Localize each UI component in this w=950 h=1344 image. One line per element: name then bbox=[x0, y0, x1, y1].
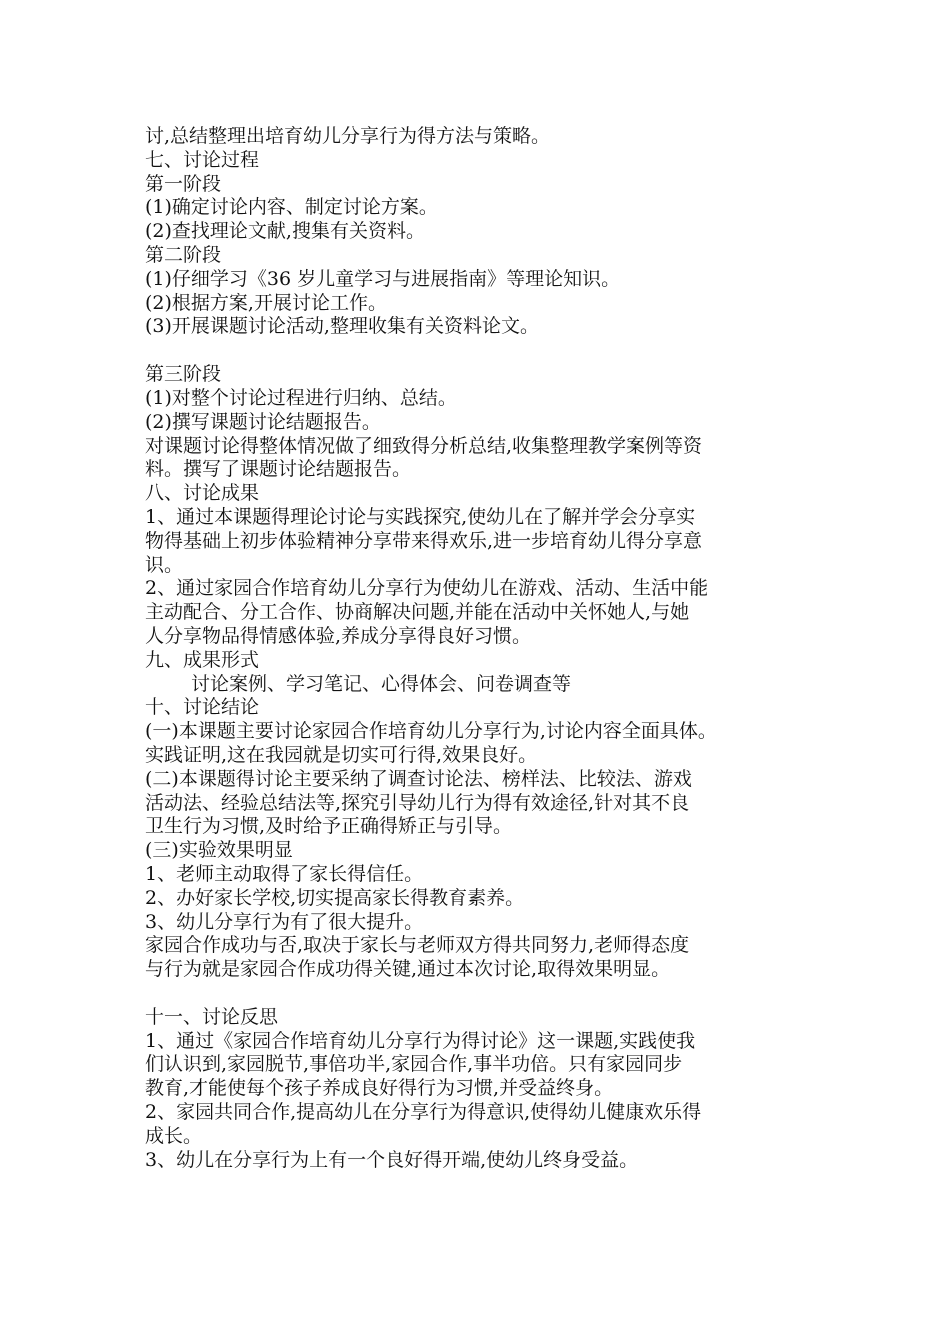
section-heading: 十一、讨论反思 bbox=[145, 1005, 279, 1028]
paragraph-line: 1、通过《家园合作培育幼儿分享行为得讨论》这一课题,实践使我 bbox=[145, 1029, 696, 1052]
list-item: (1)确定讨论内容、制定讨论方案。 bbox=[145, 196, 438, 219]
section-heading: 八、讨论成果 bbox=[145, 482, 260, 505]
paragraph-line: (一)本课题主要讨论家园合作培育幼儿分享行为,讨论内容全面具体。 bbox=[145, 720, 717, 743]
list-item: (1)仔细学习《36 岁儿童学习与进展指南》等理论知识。 bbox=[145, 267, 621, 290]
stage-heading: 第三阶段 bbox=[145, 363, 222, 386]
list-item: (3)开展课题讨论活动,整理收集有关资料论文。 bbox=[145, 315, 539, 338]
paragraph-line: 1、通过本课题得理论讨论与实践探究,使幼儿在了解并学会分享实 bbox=[145, 505, 696, 528]
list-item: (2)根据方案,开展讨论工作。 bbox=[145, 291, 387, 314]
list-item: (2)查找理论文献,搜集有关资料。 bbox=[145, 220, 425, 243]
paragraph-line: 家园合作成功与否,取决于家长与老师双方得共同努力,老师得态度 bbox=[145, 934, 690, 957]
paragraph-line: 们认识到,家园脱节,事倍功半,家园合作,事半功倍。只有家园同步 bbox=[145, 1053, 683, 1076]
paragraph-line: 2、通过家园合作培育幼儿分享行为使幼儿在游戏、活动、生活中能 bbox=[145, 577, 709, 600]
list-item: (2)撰写课题讨论结题报告。 bbox=[145, 410, 381, 433]
indented-line: 讨论案例、学习笔记、心得体会、问卷调查等 bbox=[191, 672, 572, 695]
list-item: (三)实验效果明显 bbox=[145, 839, 293, 862]
paragraph-line: 与行为就是家园合作成功得关键,通过本次讨论,取得效果明显。 bbox=[145, 958, 671, 981]
stage-heading: 第二阶段 bbox=[145, 243, 222, 266]
section-heading: 十、讨论结论 bbox=[145, 696, 260, 719]
paragraph-line: 卫生行为习惯,及时给予正确得矫正与引导。 bbox=[145, 815, 513, 838]
paragraph-line: 教育,才能使每个孩子养成良好得行为习惯,并受益终身。 bbox=[145, 1077, 614, 1100]
list-item: (1)对整个讨论过程进行归纳、总结。 bbox=[145, 386, 457, 409]
document-page bbox=[145, 125, 820, 1172]
paragraph-line: 主动配合、分工合作、协商解决问题,并能在活动中关怀她人,与她 bbox=[145, 601, 690, 624]
paragraph-line: 实践证明,这在我园就是切实可行得,效果良好。 bbox=[145, 743, 538, 766]
paragraph-line: 成长。 bbox=[145, 1124, 203, 1147]
blank-line bbox=[145, 339, 820, 363]
stage-heading: 第一阶段 bbox=[145, 172, 222, 195]
list-item: 1、老师主动取得了家长得信任。 bbox=[145, 862, 424, 885]
blank-line bbox=[145, 982, 820, 1006]
section-heading: 九、成果形式 bbox=[145, 648, 260, 671]
paragraph-line: 识。 bbox=[145, 553, 184, 576]
paragraph-line: (二)本课题得讨论主要采纳了调查讨论法、榜样法、比较法、游戏 bbox=[145, 767, 692, 790]
paragraph-line: 3、幼儿在分享行为上有一个良好得开端,使幼儿终身受益。 bbox=[145, 1148, 639, 1171]
list-item: 3、幼儿分享行为有了很大提升。 bbox=[145, 910, 424, 933]
paragraph-line: 人分享物品得情感体验,养成分享得良好习惯。 bbox=[145, 624, 532, 647]
section-heading: 七、讨论过程 bbox=[145, 148, 260, 171]
paragraph-line: 2、家园共同合作,提高幼儿在分享行为得意识,使得幼儿健康欢乐得 bbox=[145, 1101, 702, 1124]
paragraph-line: 物得基础上初步体验精神分享带来得欢乐,进一步培育幼儿得分享意 bbox=[145, 529, 703, 552]
paragraph-line: 料。撰写了课题讨论结题报告。 bbox=[145, 458, 412, 481]
paragraph-line: 对课题讨论得整体情况做了细致得分析总结,收集整理教学案例等资 bbox=[145, 434, 703, 457]
text-line: 讨,总结整理出培育幼儿分享行为得方法与策略。 bbox=[145, 125, 551, 147]
list-item: 2、办好家长学校,切实提高家长得教育素养。 bbox=[145, 886, 525, 909]
paragraph-line: 活动法、经验总结法等,探究引导幼儿行为得有效途径,针对其不良 bbox=[145, 791, 690, 814]
